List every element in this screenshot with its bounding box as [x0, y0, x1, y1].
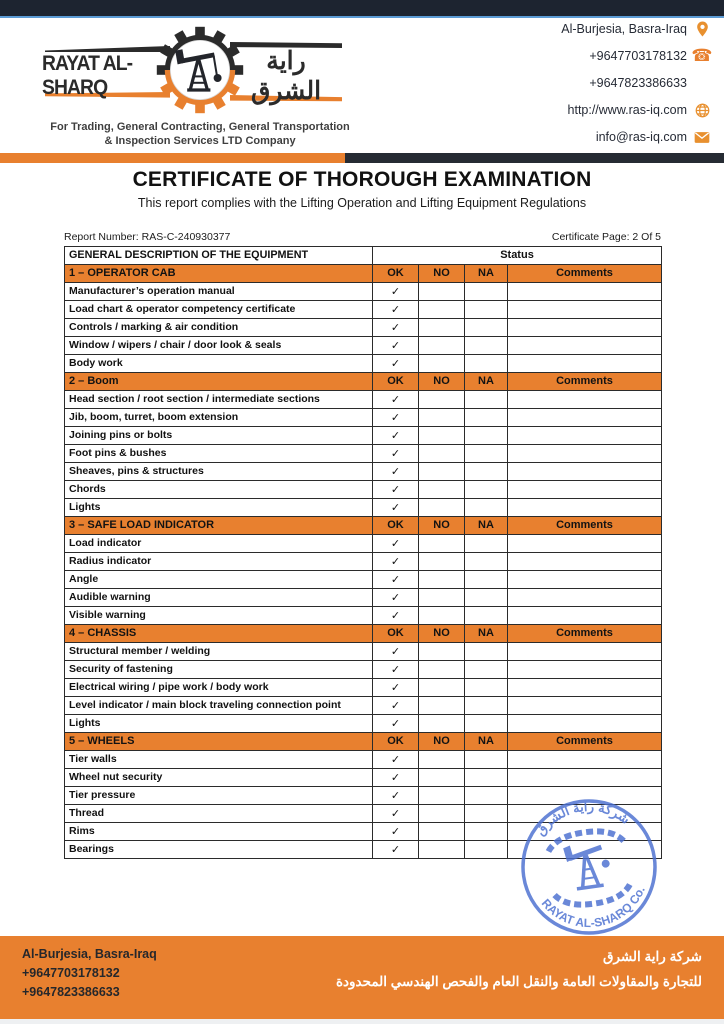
item-label: Lights	[65, 715, 373, 733]
item-label: Window / wipers / chair / door look & seals	[65, 337, 373, 355]
status-cell: ✓	[373, 661, 419, 679]
status-column-group-header: Status	[373, 247, 662, 265]
company-logo	[30, 18, 370, 148]
status-cell	[508, 319, 662, 337]
certificate-page-number: Certificate Page: 2 Of 5	[551, 231, 661, 243]
status-cell	[465, 427, 508, 445]
status-cell	[419, 535, 465, 553]
table-row	[65, 319, 662, 337]
section-header-row	[65, 625, 662, 643]
table-row	[65, 391, 662, 409]
email-text[interactable]: info@ras-iq.com	[595, 130, 687, 144]
item-label: Sheaves, pins & structures	[65, 463, 373, 481]
phone-icon: ☎	[691, 46, 713, 66]
status-cell	[508, 589, 662, 607]
status-cell	[508, 769, 662, 787]
section-header-row	[65, 733, 662, 751]
item-label: Security of fastening	[65, 661, 373, 679]
status-cell	[419, 841, 465, 859]
status-cell: ✓	[373, 571, 419, 589]
status-cell: ✓	[373, 337, 419, 355]
status-cell	[465, 481, 508, 499]
status-column-header: OK	[373, 733, 419, 751]
status-column-header: OK	[373, 517, 419, 535]
status-column-header: OK	[373, 625, 419, 643]
status-cell	[419, 589, 465, 607]
gear-pumpjack-logo-icon	[152, 22, 248, 118]
status-cell	[465, 589, 508, 607]
table-row	[65, 679, 662, 697]
status-cell	[419, 301, 465, 319]
status-cell: ✓	[373, 319, 419, 337]
status-cell	[465, 607, 508, 625]
tagline-line2: & Inspection Services LTD Company	[104, 135, 296, 147]
status-cell	[419, 445, 465, 463]
table-row	[65, 661, 662, 679]
status-cell: ✓	[373, 679, 419, 697]
status-column-header: NO	[419, 517, 465, 535]
status-cell	[465, 301, 508, 319]
status-cell: ✓	[373, 643, 419, 661]
contact-website[interactable]	[490, 101, 710, 119]
description-column-header: GENERAL DESCRIPTION OF THE EQUIPMENT	[65, 247, 373, 265]
status-cell: ✓	[373, 301, 419, 319]
item-label: Jib, boom, turret, boom extension	[65, 409, 373, 427]
status-cell	[465, 571, 508, 589]
status-cell	[508, 301, 662, 319]
status-cell	[508, 337, 662, 355]
stamp-gear-pumpjack-icon	[546, 827, 631, 909]
status-cell	[508, 643, 662, 661]
table-row	[65, 409, 662, 427]
status-cell	[419, 391, 465, 409]
status-cell	[465, 535, 508, 553]
status-cell	[465, 409, 508, 427]
status-cell	[508, 355, 662, 373]
status-cell: ✓	[373, 463, 419, 481]
status-cell: ✓	[373, 607, 419, 625]
section-title: 5 – WHEELS	[65, 733, 373, 751]
status-cell	[465, 463, 508, 481]
status-column-header: NO	[419, 265, 465, 283]
status-cell	[419, 355, 465, 373]
item-label: Manufacturer’s operation manual	[65, 283, 373, 301]
company-stamp	[507, 785, 672, 950]
status-cell: ✓	[373, 589, 419, 607]
status-cell	[508, 391, 662, 409]
table-row	[65, 697, 662, 715]
table-row	[65, 427, 662, 445]
item-label: Wheel nut security	[65, 769, 373, 787]
divider-dark-segment	[345, 153, 724, 163]
envelope-icon	[694, 129, 710, 145]
status-column-header: NO	[419, 625, 465, 643]
contact-email[interactable]	[490, 128, 710, 146]
item-label: Electrical wiring / pipe work / body work	[65, 679, 373, 697]
tagline-line1: For Trading, General Contracting, General Transportation	[50, 121, 350, 133]
status-cell	[419, 409, 465, 427]
status-cell	[419, 715, 465, 733]
page-title: CERTIFICATE OF THOROUGH EXAMINATION	[132, 168, 592, 191]
table-row	[65, 337, 662, 355]
item-label: Foot pins & bushes	[65, 445, 373, 463]
status-cell: ✓	[373, 751, 419, 769]
item-label: Angle	[65, 571, 373, 589]
item-label: Load indicator	[65, 535, 373, 553]
report-meta-line	[64, 231, 661, 243]
status-cell: ✓	[373, 805, 419, 823]
status-cell	[465, 643, 508, 661]
address-text: Al-Burjesia, Basra-Iraq	[561, 22, 687, 36]
section-title: 1 – OPERATOR CAB	[65, 265, 373, 283]
status-column-header: Comments	[508, 625, 662, 643]
status-cell	[419, 697, 465, 715]
item-label: Bearings	[65, 841, 373, 859]
stamp-arabic-text: شركة راية الشرق	[532, 798, 633, 839]
status-column-header: OK	[373, 265, 419, 283]
status-column-header: Comments	[508, 517, 662, 535]
equipment-inspection-table	[64, 246, 662, 859]
item-label: Lights	[65, 499, 373, 517]
status-cell	[465, 391, 508, 409]
page-subtitle: This report complies with the Lifting Operation and Lifting Equipment Regulations	[137, 196, 587, 210]
status-cell	[465, 283, 508, 301]
status-cell	[508, 571, 662, 589]
status-cell	[465, 553, 508, 571]
phone2-text: +9647823386633	[589, 76, 687, 90]
status-cell: ✓	[373, 391, 419, 409]
status-cell	[465, 751, 508, 769]
item-label: Chords	[65, 481, 373, 499]
status-cell	[508, 661, 662, 679]
status-cell	[508, 481, 662, 499]
status-cell	[508, 535, 662, 553]
status-cell	[465, 697, 508, 715]
status-cell	[419, 283, 465, 301]
item-label: Rims	[65, 823, 373, 841]
status-cell	[419, 499, 465, 517]
table-row	[65, 499, 662, 517]
status-cell	[465, 679, 508, 697]
company-name-english: RAYAT AL-SHARQ	[42, 52, 133, 99]
divider-orange-segment	[0, 153, 345, 163]
table-row	[65, 535, 662, 553]
footer-arabic-block	[336, 944, 702, 994]
table-row	[65, 481, 662, 499]
status-cell	[419, 463, 465, 481]
table-row	[65, 355, 662, 373]
status-cell	[419, 427, 465, 445]
status-cell	[419, 643, 465, 661]
status-cell	[419, 481, 465, 499]
status-column-header: NO	[419, 373, 465, 391]
item-label: Structural member / welding	[65, 643, 373, 661]
status-column-header: NA	[465, 517, 508, 535]
status-cell: ✓	[373, 445, 419, 463]
status-cell	[419, 823, 465, 841]
status-cell: ✓	[373, 823, 419, 841]
footer-phone1: +9647703178132	[22, 966, 120, 980]
website-text[interactable]: http://www.ras-iq.com	[567, 103, 687, 117]
status-cell	[508, 283, 662, 301]
table-row	[65, 769, 662, 787]
status-column-header: OK	[373, 373, 419, 391]
status-column-header: Comments	[508, 733, 662, 751]
item-label: Tier walls	[65, 751, 373, 769]
footer-company-arabic: شركة راية الشرق	[602, 949, 702, 964]
status-cell: ✓	[373, 553, 419, 571]
footer-description-arabic: للتجارة والمقاولات العامة والنقل العام والفحص الهندسي المحدودة	[335, 974, 702, 989]
status-cell: ✓	[373, 409, 419, 427]
status-cell	[508, 679, 662, 697]
footer-bottom-strip	[0, 1019, 724, 1024]
section-title: 2 – Boom	[65, 373, 373, 391]
item-label: Tier pressure	[65, 787, 373, 805]
equipment-table-body	[65, 247, 662, 859]
status-cell	[465, 787, 508, 805]
globe-icon	[694, 102, 710, 118]
status-column-header: Comments	[508, 265, 662, 283]
status-cell	[465, 355, 508, 373]
status-column-header: NA	[465, 625, 508, 643]
table-header-row	[65, 247, 662, 265]
status-cell: ✓	[373, 787, 419, 805]
status-cell	[508, 463, 662, 481]
item-label: Load chart & operator competency certificate	[65, 301, 373, 319]
footer-contact-block	[22, 945, 157, 1002]
item-label: Level indicator / main block traveling connection point	[65, 697, 373, 715]
location-pin-icon	[694, 21, 710, 37]
status-cell	[465, 769, 508, 787]
item-label: Body work	[65, 355, 373, 373]
report-number: Report Number: RAS-C-240930377	[64, 231, 231, 243]
header-divider-bar	[0, 153, 724, 163]
status-cell	[508, 427, 662, 445]
status-cell	[465, 841, 508, 859]
status-cell	[465, 661, 508, 679]
table-row	[65, 607, 662, 625]
status-cell	[465, 445, 508, 463]
status-column-header: NA	[465, 265, 508, 283]
status-cell	[419, 553, 465, 571]
status-cell	[419, 571, 465, 589]
phone1-text: +9647703178132	[589, 49, 687, 63]
top-bar	[0, 0, 724, 18]
item-label: Radius indicator	[65, 553, 373, 571]
header-contact-block	[490, 20, 713, 146]
status-column-header: NA	[465, 373, 508, 391]
section-title: 4 – CHASSIS	[65, 625, 373, 643]
table-row	[65, 589, 662, 607]
contact-address	[490, 20, 710, 38]
status-cell: ✓	[373, 769, 419, 787]
item-label: Joining pins or bolts	[65, 427, 373, 445]
status-column-header: NA	[465, 733, 508, 751]
company-name-arabic: راية الشرق	[250, 47, 322, 105]
status-cell	[465, 337, 508, 355]
status-cell	[419, 319, 465, 337]
table-row	[65, 571, 662, 589]
status-cell	[465, 823, 508, 841]
table-row	[65, 553, 662, 571]
status-cell	[465, 499, 508, 517]
item-label: Visible warning	[65, 607, 373, 625]
status-cell: ✓	[373, 697, 419, 715]
item-label: Thread	[65, 805, 373, 823]
status-cell	[508, 751, 662, 769]
footer-phone2: +9647823386633	[22, 985, 120, 999]
status-cell	[419, 607, 465, 625]
table-row	[65, 283, 662, 301]
status-cell: ✓	[373, 715, 419, 733]
status-cell: ✓	[373, 481, 419, 499]
footer-bar	[0, 936, 724, 1019]
status-cell: ✓	[373, 535, 419, 553]
status-cell	[419, 751, 465, 769]
table-row	[65, 751, 662, 769]
status-cell	[419, 661, 465, 679]
status-cell	[508, 697, 662, 715]
table-row	[65, 715, 662, 733]
status-cell	[465, 715, 508, 733]
status-cell	[419, 679, 465, 697]
status-cell	[419, 769, 465, 787]
status-column-header: Comments	[508, 373, 662, 391]
table-row	[65, 301, 662, 319]
stamp-english-text: RAYAT AL-SHARQ Co.	[538, 884, 648, 931]
section-header-row	[65, 373, 662, 391]
footer-address: Al-Burjesia, Basra-Iraq	[22, 947, 157, 961]
status-cell: ✓	[373, 841, 419, 859]
status-cell	[419, 805, 465, 823]
status-cell	[508, 715, 662, 733]
item-label: Head section / root section / intermediate sections	[65, 391, 373, 409]
status-cell	[465, 319, 508, 337]
item-label: Controls / marking & air condition	[65, 319, 373, 337]
contact-phone2	[490, 74, 710, 92]
section-header-row	[65, 265, 662, 283]
status-cell	[465, 805, 508, 823]
section-header-row	[65, 517, 662, 535]
svg-text:RAYAT AL-SHARQ Co.	[538, 882, 653, 937]
status-cell	[419, 787, 465, 805]
status-cell: ✓	[373, 427, 419, 445]
status-cell	[508, 409, 662, 427]
status-cell	[419, 337, 465, 355]
status-cell	[508, 445, 662, 463]
status-cell	[508, 499, 662, 517]
table-row	[65, 643, 662, 661]
contact-phone1	[490, 46, 713, 66]
status-cell: ✓	[373, 355, 419, 373]
section-title: 3 – SAFE LOAD INDICATOR	[65, 517, 373, 535]
table-row	[65, 463, 662, 481]
status-cell: ✓	[373, 283, 419, 301]
status-column-header: NO	[419, 733, 465, 751]
item-label: Audible warning	[65, 589, 373, 607]
status-cell	[508, 553, 662, 571]
table-row	[65, 445, 662, 463]
status-cell	[508, 607, 662, 625]
status-cell: ✓	[373, 499, 419, 517]
